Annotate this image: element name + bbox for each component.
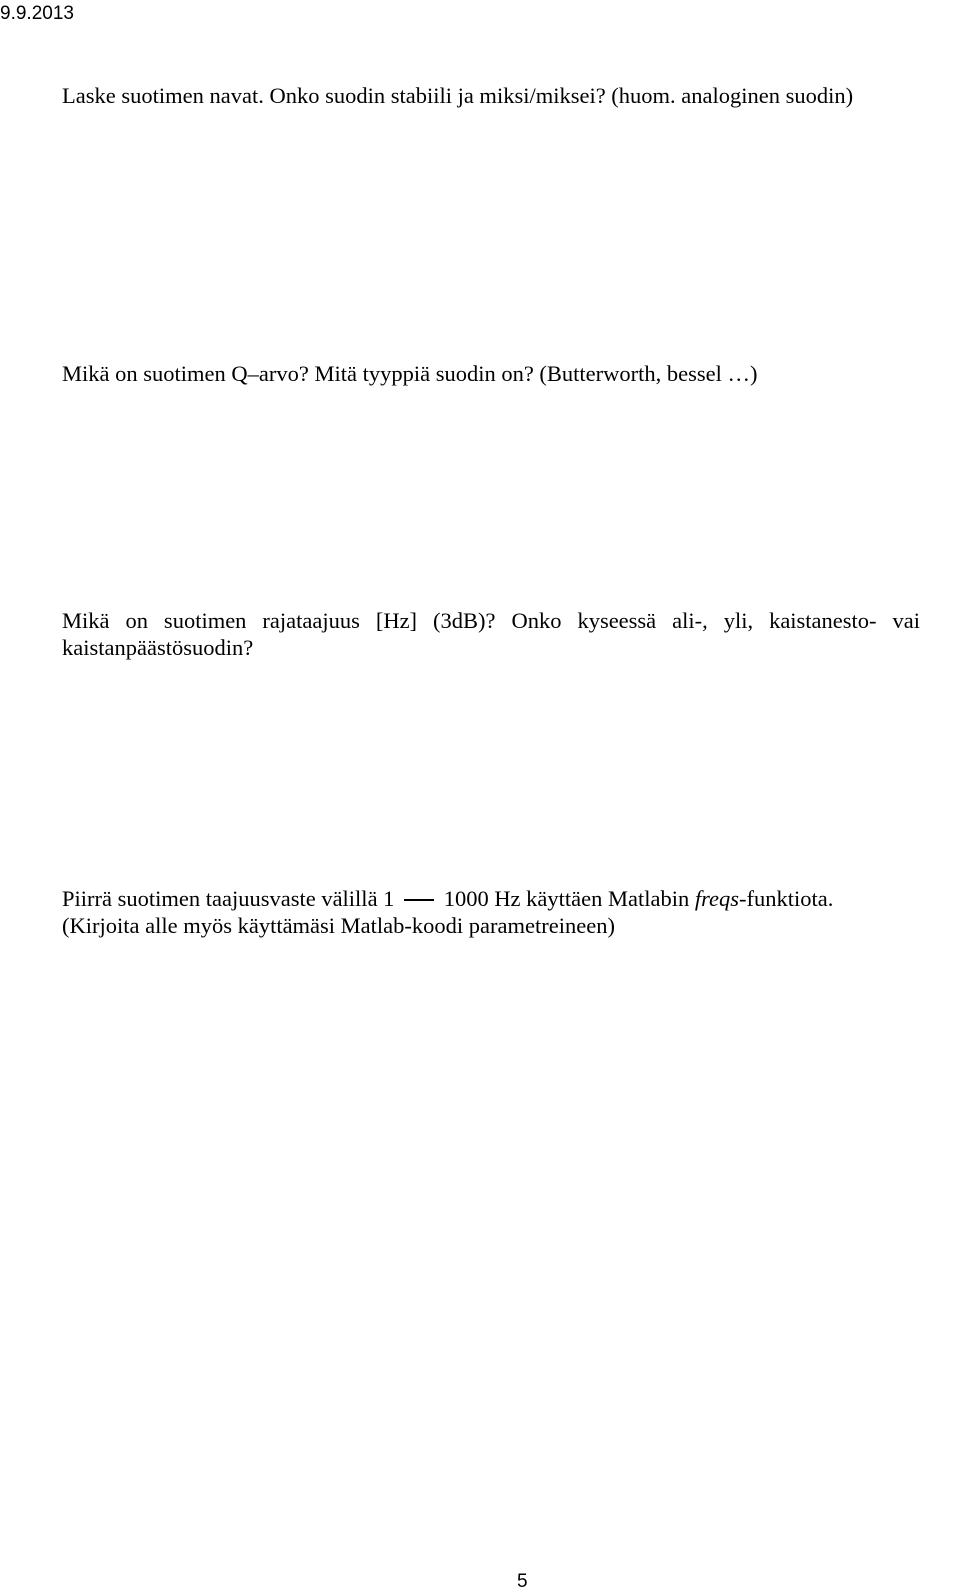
question-3 bbox=[62, 607, 920, 661]
page-number: 5 bbox=[517, 1571, 528, 1592]
question-4-line-2: (Kirjoita alle myös käyttämäsi Matlab-koodi parametreineen) bbox=[62, 913, 615, 938]
question-3-text: Mikä on suotimen rajataajuus [Hz] (3dB)? Onko kyseessä ali-, yli, kaistanesto- vai kaistanpäästösuodin? bbox=[62, 608, 920, 660]
question-4-text-a: Piirrä suotimen taajuusvaste välillä 1 bbox=[62, 886, 395, 911]
header-date: 9.9.2013 bbox=[0, 3, 74, 24]
question-4-text-b: 1000 Hz käyttäen Matlabin bbox=[443, 886, 690, 911]
question-2 bbox=[62, 360, 920, 387]
range-dash bbox=[404, 899, 434, 901]
freqs-function-name: freqs bbox=[694, 886, 740, 911]
question-1 bbox=[62, 82, 920, 109]
question-4 bbox=[62, 885, 920, 939]
question-4-text-c: -funktiota. bbox=[739, 886, 834, 911]
question-2-text: Mikä on suotimen Q–arvo? Mitä tyyppiä suodin on? (Butterworth, bessel …) bbox=[62, 361, 758, 386]
question-1-text: Laske suotimen navat. Onko suodin stabiili ja miksi/miksei? (huom. analoginen suodin) bbox=[62, 83, 854, 108]
question-4-line-1 bbox=[62, 885, 920, 912]
